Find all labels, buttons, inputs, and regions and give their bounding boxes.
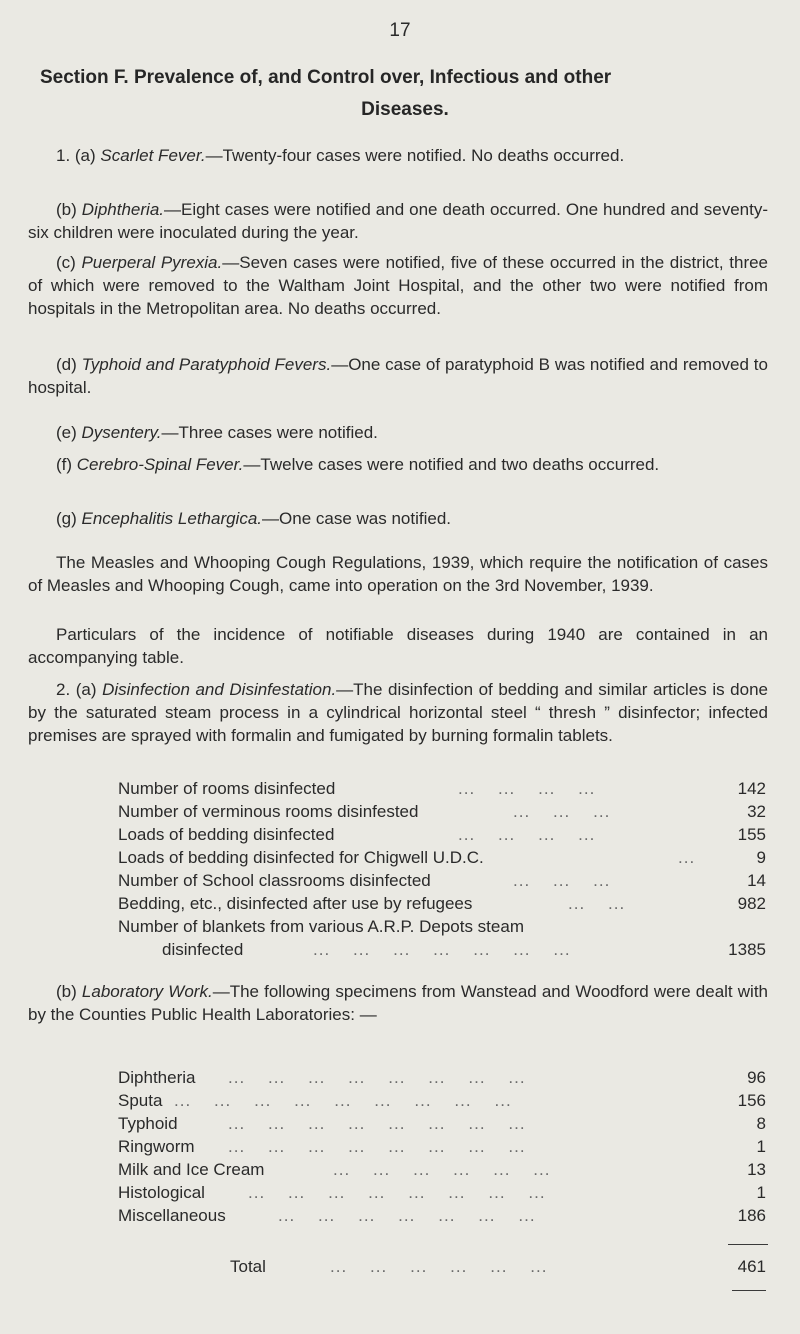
table-row: Loads of bedding disinfected for Chigwell U.D.C. ... 9 (118, 848, 766, 867)
table-row: Number of blankets from various A.R.P. Depots steam (118, 917, 524, 936)
total-label: Total (230, 1257, 266, 1276)
table-row: Loads of bedding disinfected ... ... ... ... 155 (118, 825, 766, 844)
table-row: Typhoid ... ... ... ... ... ... ... ... 8 (118, 1114, 766, 1133)
total-row: Total ... ... ... ... ... ... 461 (230, 1257, 766, 1276)
table-row-continued: disinfected ... ... ... ... ... ... ... 1385 (162, 940, 766, 959)
para-cerebro-spinal: (f) Cerebro-Spinal Fever.—Twelve cases were notified and two deaths occurred. (56, 455, 660, 474)
para-diphtheria: (b) Diphtheria.—Eight cases were notified and one death occurred. One hundred and seventy-six children were inoculated during the year. (28, 200, 768, 242)
table-row: Miscellaneous ... ... ... ... ... ... ... 186 (118, 1206, 766, 1225)
section-heading (40, 62, 770, 126)
label-cerebro-spinal: Cerebro-Spinal Fever. (76, 455, 244, 474)
total-value: 461 (737, 1257, 766, 1276)
table-row: Diphtheria ... ... ... ... ... ... ... ... 96 (118, 1068, 766, 1087)
table-row: Number of School classrooms disinfected ... ... ... 14 (118, 871, 766, 890)
para-typhoid: (d) Typhoid and Paratyphoid Fevers.—One case of paratyphoid B was notified and removed to hospital. (28, 355, 768, 397)
page-number: 17 (389, 20, 411, 41)
para-scarlet-fever: 1. (a) Scarlet Fever.—Twenty-four cases were notified. No deaths occurred. (56, 146, 625, 165)
total-rule-top (728, 1244, 768, 1245)
label-diphtheria: Diphtheria. (81, 200, 164, 219)
label-laboratory-work: Laboratory Work. (81, 982, 213, 1001)
para-measles-regulations: The Measles and Whooping Cough Regulations, 1939, which require the notification of cases of Measles and Whooping Cough, came into operation on the 3rd November, 1939. (28, 553, 768, 595)
table-row: Sputa ... ... ... ... ... ... ... ... ... 156 (118, 1091, 766, 1110)
label-scarlet-fever: Scarlet Fever. (100, 146, 206, 165)
para-encephalitis: (g) Encephalitis Lethargica.—One case was notified. (56, 509, 452, 528)
para-dysentery: (e) Dysentery.—Three cases were notified. (56, 423, 378, 442)
para-particulars: Particulars of the incidence of notifiable diseases during 1940 are contained in an accompanying table. (28, 625, 768, 667)
label-puerperal-pyrexia: Puerperal Pyrexia. (81, 253, 223, 272)
label-dysentery: Dysentery. (81, 423, 162, 442)
table-row: Ringworm ... ... ... ... ... ... ... ... 1 (118, 1137, 766, 1156)
heading-line-1: Section F. Prevalence of, and Control over, Infectious and other (40, 67, 612, 88)
heading-line-2: Diseases. (361, 99, 449, 120)
label-encephalitis: Encephalitis Lethargica. (81, 509, 263, 528)
total-rule-bottom (732, 1290, 766, 1291)
para-laboratory-work: (b) Laboratory Work.—The following specimens from Wanstead and Woodford were dealt with by the Counties Public Health Laboratories: — (28, 982, 768, 1024)
table-row: Milk and Ice Cream ... ... ... ... ... ... 13 (118, 1160, 766, 1179)
table-row: Number of verminous rooms disinfested ... ... ... 32 (118, 802, 766, 821)
para-puerperal-pyrexia: (c) Puerperal Pyrexia.—Seven cases were notified, five of these occurred in the district, three of which were removed to the Waltham Joint Hospital, and the other two were notified from hospitals in the Metropolitan area. No deaths occurred. (28, 253, 769, 318)
table-row: Number of rooms disinfected ... ... ... ... 142 (118, 779, 766, 798)
label-disinfection: Disinfection and Disinfestation. (102, 680, 337, 699)
label-typhoid: Typhoid and Paratyphoid Fevers. (81, 355, 332, 374)
table-row: Bedding, etc., disinfected after use by refugees ... ... 982 (118, 894, 766, 913)
para-disinfection: 2. (a) Disinfection and Disinfestation.—The disinfection of bedding and similar articles is done by the saturated steam process in a cylindrical horizontal steel “ thresh ” disinfector; infected premises are sprayed with formalin and fumigated by burning formalin tablets. (28, 680, 768, 745)
table-row: Histological ... ... ... ... ... ... ... ... 1 (118, 1183, 766, 1202)
